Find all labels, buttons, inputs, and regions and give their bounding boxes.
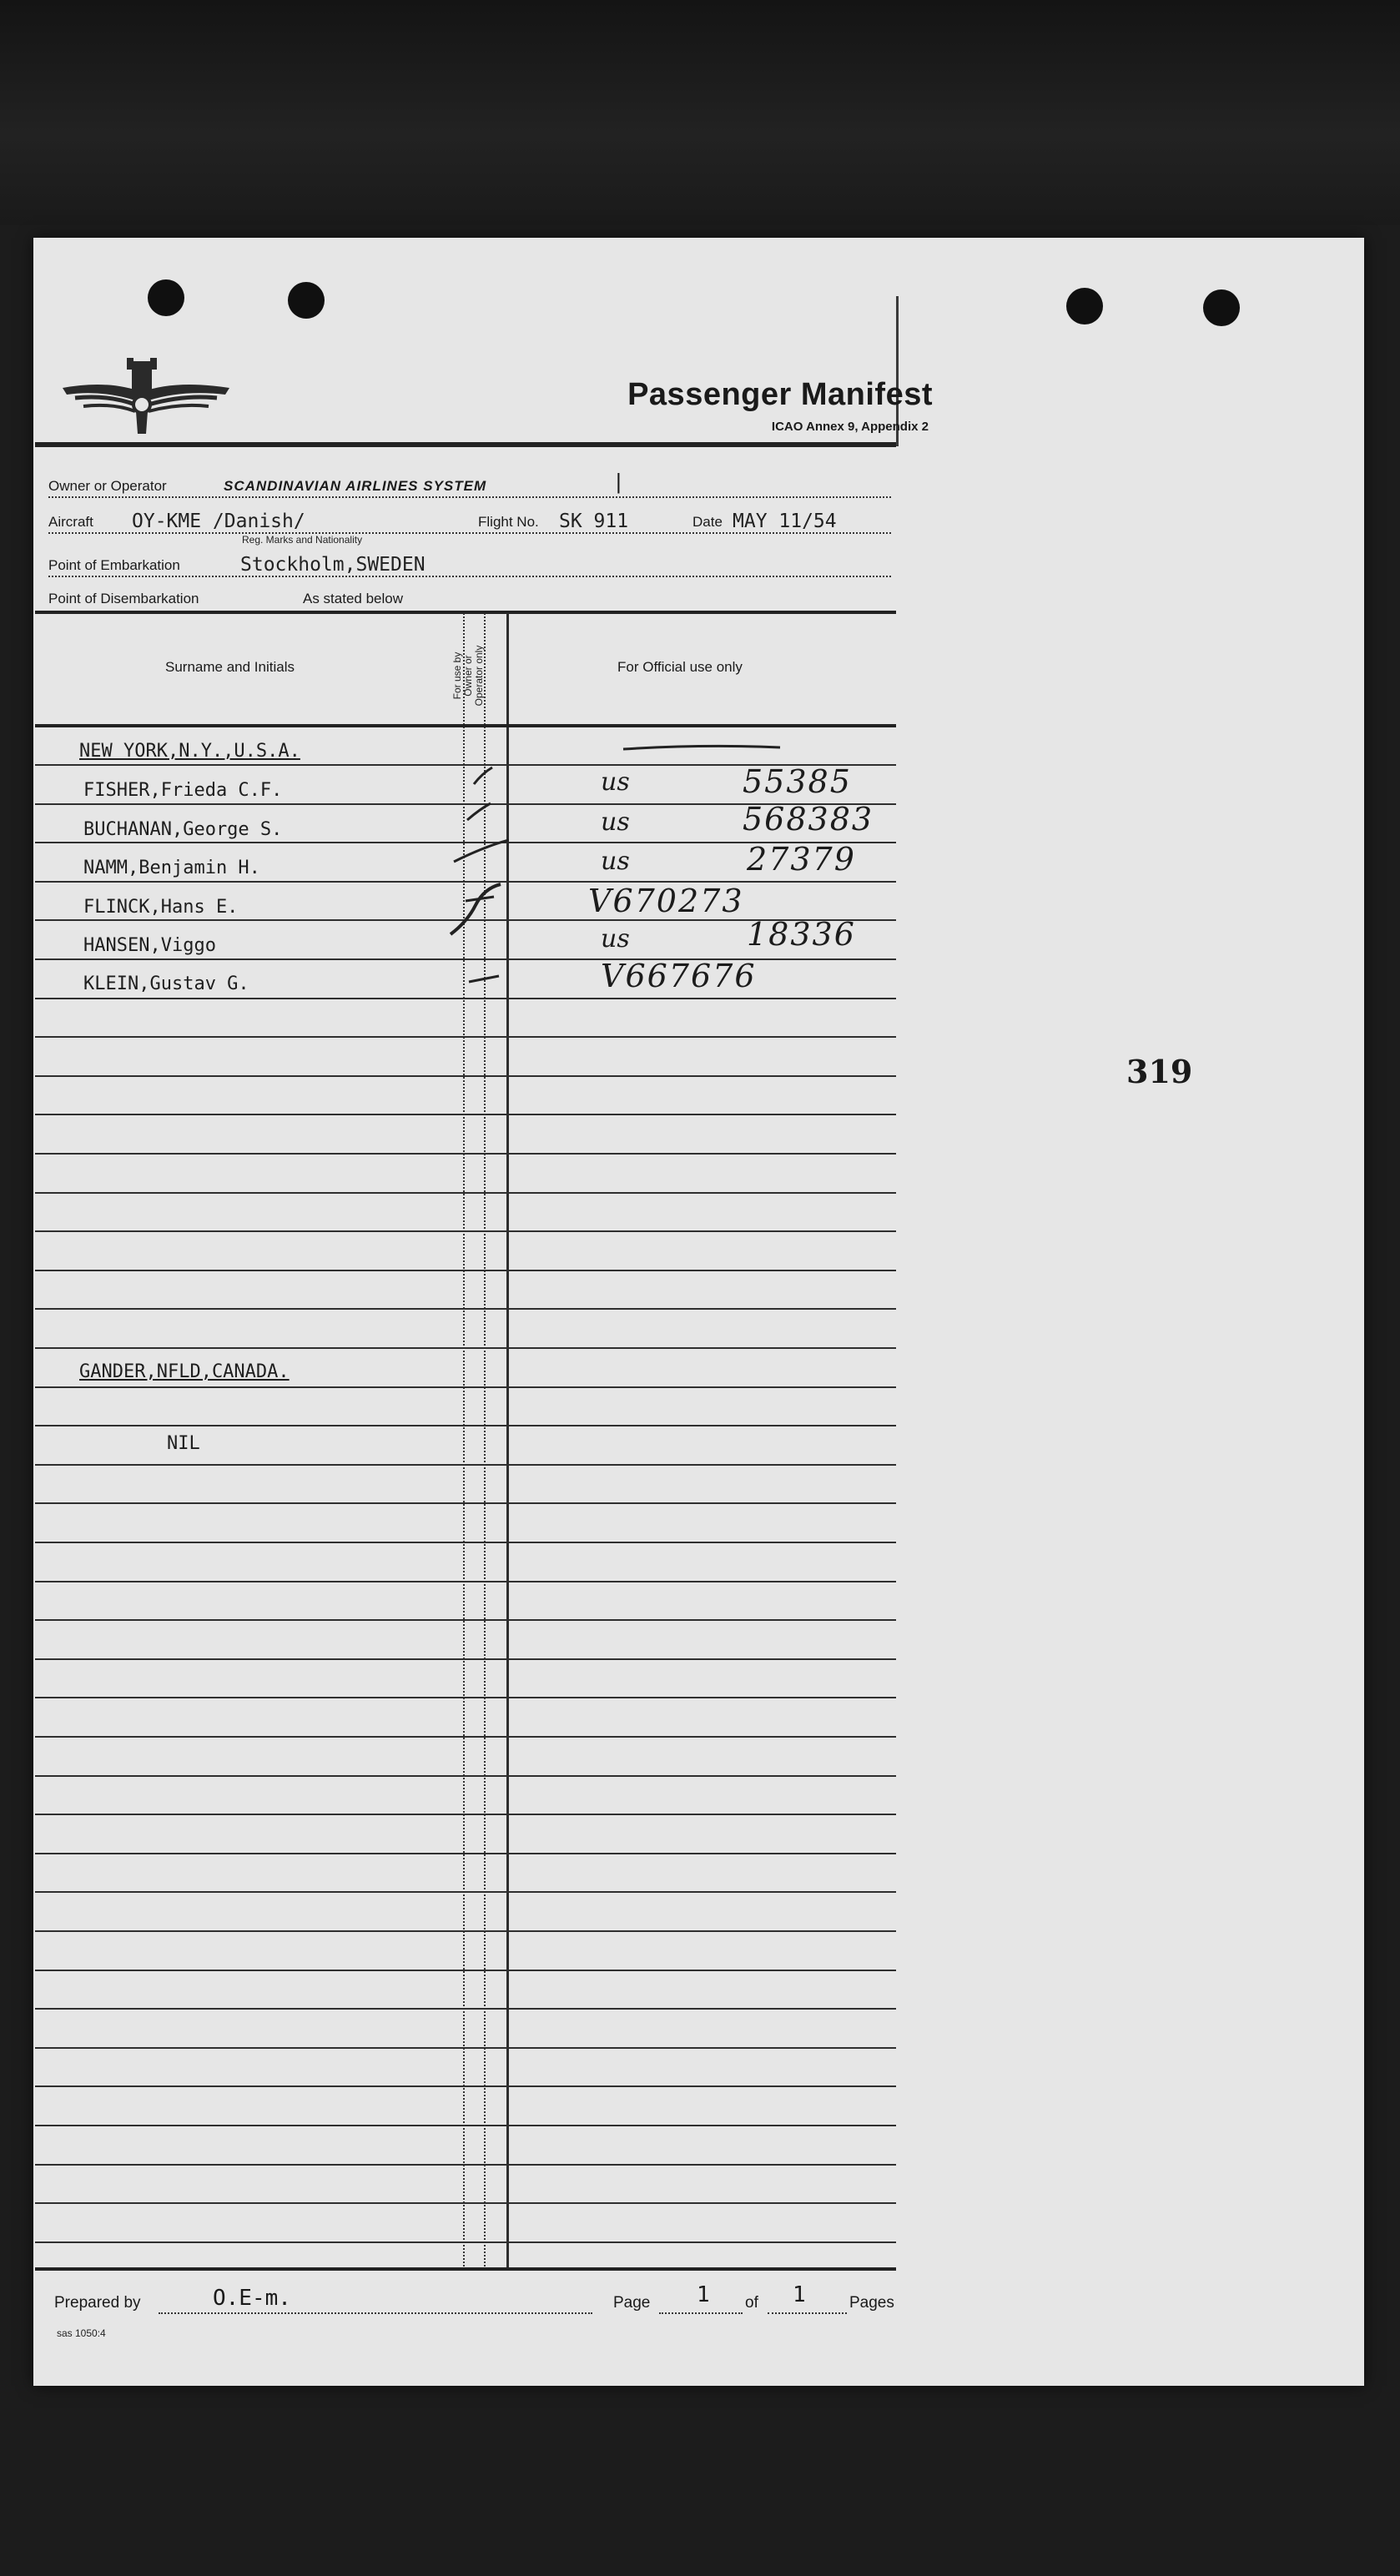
official-number: 18336 [747, 916, 856, 953]
owner-use-column-header: For use by Owner or Operator only [451, 645, 485, 707]
disembarkation-row [48, 584, 891, 609]
punch-hole [1066, 288, 1103, 325]
table-rule-line [35, 1581, 896, 1582]
footer-top-rule [35, 2267, 896, 2271]
prepared-by-label: Prepared by [54, 2294, 141, 2312]
table-rule-line [35, 1502, 896, 1504]
table-rule-line [35, 1542, 896, 1543]
passenger-name: KLEIN,Gustav G. [83, 974, 249, 994]
table-rule-line [35, 1930, 896, 1932]
table-rule-line [35, 1775, 896, 1777]
table-rule-line [35, 1192, 896, 1194]
stamped-page-number: 319 [1126, 1053, 1193, 1090]
passenger-name: HANSEN,Viggo [83, 935, 216, 956]
table-rule-line [35, 2202, 896, 2204]
of-line [768, 2312, 847, 2314]
prepared-by-value: O.E-m. [213, 2286, 291, 2311]
date-value: MAY 11/54 [733, 511, 837, 532]
table-rule-line [35, 2008, 896, 2010]
form-code: sas 1050:4 [57, 2327, 106, 2339]
table-rule-line [35, 1036, 896, 1038]
punch-hole [148, 279, 184, 316]
punch-hole [288, 282, 325, 319]
table-rule-line [35, 1736, 896, 1738]
aircraft-value: OY-KME /Danish/ [132, 511, 305, 532]
official-number: V670273 [588, 883, 744, 919]
official-code: us [601, 924, 630, 953]
table-rule-line [35, 1891, 896, 1893]
pages-label: Pages [849, 2294, 894, 2312]
table-rule-line [35, 1425, 896, 1426]
table-rule-line [35, 1619, 896, 1621]
official-code: us [601, 767, 630, 797]
passenger-name: NIL [167, 1433, 200, 1454]
table-top-rule [35, 611, 896, 614]
official-use-column-header: For Official use only [617, 659, 743, 675]
flight-value: SK 911 [559, 511, 629, 532]
table-rule-line [35, 1464, 896, 1466]
of-value: 1 [793, 2282, 806, 2307]
aircraft-row [48, 507, 891, 534]
disembarkation-value: As stated below [303, 591, 404, 606]
official-code: us [601, 847, 630, 876]
scan-background-top [0, 0, 1400, 225]
owner-value: SCANDINAVIAN AIRLINES SYSTEM [224, 478, 487, 494]
passenger-name: BUCHANAN,George S. [83, 819, 283, 840]
passenger-name: FLINCK,Hans E. [83, 897, 239, 918]
manifest-title: Passenger Manifest [627, 377, 933, 412]
table-rule-line [35, 2047, 896, 2049]
table-rule-line [35, 1347, 896, 1349]
page-label: Page [613, 2294, 651, 2312]
owner-mark: | [616, 469, 622, 494]
passenger-name: FISHER,Frieda C.F. [83, 780, 283, 801]
destination-heading: GANDER,NFLD,CANADA. [79, 1361, 290, 1382]
check-mark [442, 763, 509, 1014]
official-mark-line [622, 741, 788, 757]
page-value: 1 [697, 2282, 710, 2307]
date-label: Date [692, 514, 723, 530]
prepared-by-line [159, 2312, 592, 2314]
official-number: 568383 [743, 801, 874, 838]
airline-logo [58, 355, 234, 438]
aircraft-label: Aircraft [48, 514, 93, 530]
table-rule-line [35, 1970, 896, 1971]
official-number: 27379 [747, 841, 856, 878]
reg-marks-note: Reg. Marks and Nationality [242, 534, 363, 546]
embarkation-row [48, 551, 891, 577]
table-rule-line [35, 1814, 896, 1815]
punch-hole [1203, 289, 1240, 326]
embarkation-label: Point of Embarkation [48, 557, 180, 573]
header-bottom-rule [35, 724, 896, 727]
flight-label: Flight No. [478, 514, 539, 530]
table-rule-line [35, 1658, 896, 1660]
table-rule-line [35, 2241, 896, 2243]
table-rule-line [35, 1386, 896, 1388]
table-rule-line [35, 2164, 896, 2166]
table-rule-line [35, 1270, 896, 1271]
header-rule [35, 442, 896, 447]
owner-label: Owner or Operator [48, 478, 167, 494]
table-rule-line [35, 1153, 896, 1155]
embarkation-value: Stockholm,SWEDEN [240, 554, 426, 576]
of-label: of [745, 2294, 758, 2312]
table-rule-line [35, 1308, 896, 1310]
manifest-subtitle: ICAO Annex 9, Appendix 2 [771, 420, 929, 434]
passenger-name: NAMM,Benjamin H. [83, 858, 260, 878]
destination-heading: NEW YORK,N.Y.,U.S.A. [79, 741, 300, 762]
table-rule-line [35, 2125, 896, 2126]
table-rule-line [35, 1075, 896, 1077]
table-rule-line [35, 1697, 896, 1698]
page-line [659, 2312, 743, 2314]
official-number: V667676 [601, 958, 757, 994]
official-number: 55385 [743, 763, 852, 800]
table-rule-line [35, 2085, 896, 2087]
disembarkation-label: Point of Disembarkation [48, 591, 199, 606]
table-rule-line [35, 1114, 896, 1115]
table-rule-line [35, 1230, 896, 1232]
official-code: us [601, 808, 630, 837]
surname-column-header: Surname and Initials [165, 659, 295, 675]
table-rule-line [35, 1853, 896, 1854]
owner-row [48, 471, 891, 498]
